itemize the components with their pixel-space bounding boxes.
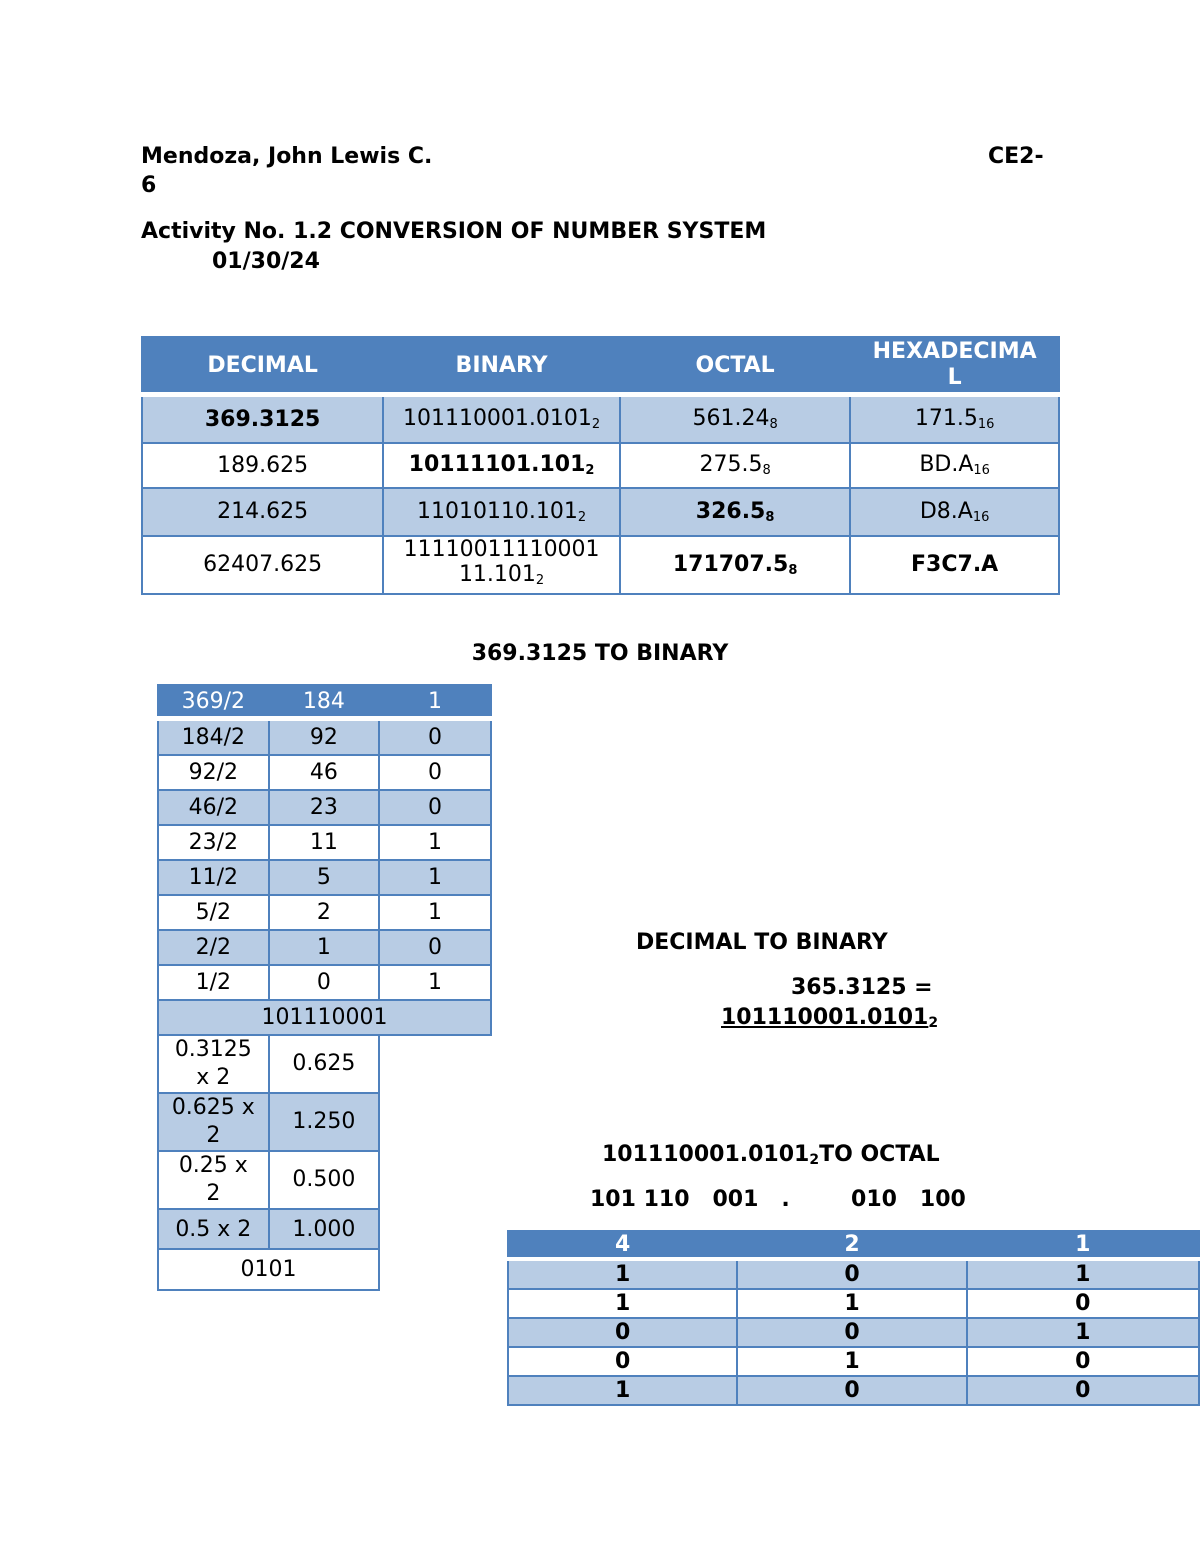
cell-division: 2/2 [158,930,269,965]
cell-remainder: 0 [379,755,491,790]
cell-bit: 0 [508,1347,737,1376]
cell-decimal: 214.625 [142,488,383,536]
fraction-row [158,1093,491,1151]
fraction-row [158,1035,491,1093]
octal-grouping-table [507,1230,1200,1406]
cell-remainder: 1 [379,685,491,719]
empty-cell [379,1209,491,1249]
cell-bit: 1 [737,1347,966,1376]
table-row [158,965,491,1000]
cell-division: 23/2 [158,825,269,860]
fraction-row [158,1151,491,1209]
table-row [158,755,491,790]
cell-bit: 1 [967,1318,1199,1347]
division-table [157,684,492,1291]
cell-binary: $101110001.0101_2$ [383,395,620,443]
table-row [142,395,1059,443]
fraction-result-row [158,1249,491,1290]
table-row [158,930,491,965]
section-code: CE2- [988,144,1044,169]
cell-bit: 0 [967,1347,1199,1376]
cell-division: 1/2 [158,965,269,1000]
empty-cell [379,1035,491,1093]
empty-cell [379,1249,491,1290]
cell-octal: $326.5_8$ [620,488,850,536]
cell-division: 46/2 [158,790,269,825]
cell-binary: $11010110.101_2$ [383,488,620,536]
cell-octal: $561.24_8$ [620,395,850,443]
dec-to-bin-result: $101110001.0101_2$ [721,1005,939,1031]
cell-quotient: 0 [269,965,379,1000]
table-row [142,443,1059,488]
binary-section-title: 369.3125 TO BINARY [471,641,729,666]
division-table-header [158,685,491,719]
table-row [508,1376,1199,1405]
dec-to-bin-title: DECIMAL TO BINARY [636,930,888,955]
cell-quotient: 46 [269,755,379,790]
cell-fraction-multiply [158,1093,269,1151]
cell-fraction-product: 0.625 [269,1035,379,1093]
table-row [158,860,491,895]
cell-bit: 0 [737,1259,966,1289]
cell-quotient: 11 [269,825,379,860]
cell-binary-line1: 11110011110001 [403,536,600,562]
fraction-row [158,1209,491,1249]
header-weight: 2 [737,1231,966,1259]
table-row [158,825,491,860]
cell-binary-line2: $11.101_2$ [458,561,545,588]
table-row [508,1259,1199,1289]
cell-bit: 0 [508,1318,737,1347]
cell-bit: 0 [737,1376,966,1405]
cell-division: 5/2 [158,895,269,930]
cell-bit: 1 [508,1289,737,1318]
conversion-table [141,336,1060,595]
header-binary: BINARY [383,337,620,395]
header-hexadecimal [850,337,1059,395]
octal-groups: 101 110 001 . 010 100 [590,1187,966,1212]
table-row [142,488,1059,536]
cell-bit: 1 [508,1259,737,1289]
header-octal: OCTAL [620,337,850,395]
integer-result-row [158,1000,491,1035]
cell-binary [383,536,620,594]
cell-division: 92/2 [158,755,269,790]
table-row [142,536,1059,594]
empty-cell [379,1151,491,1209]
fraction-multiply-line1: 0.625 x [171,1095,255,1120]
cell-fraction-multiply [158,1151,269,1209]
cell-remainder: 1 [379,860,491,895]
cell-octal: $275.5_8$ [620,443,850,488]
cell-decimal: 369.3125 [142,395,383,443]
cell-bit: 1 [508,1376,737,1405]
table-row [158,895,491,930]
fraction-multiply-line1: 0.5 x 2 [175,1216,252,1242]
header-decimal: DECIMAL [142,337,383,395]
cell-hex: F3C7.A [850,536,1059,594]
to-octal-title: $101110001.0101_2TO$ OCTAL [602,1142,940,1168]
header-weight: 4 [508,1231,737,1259]
header-weight: 1 [967,1231,1199,1259]
fraction-multiply-line2: x 2 [196,1065,231,1090]
cell-bit: 0 [737,1318,966,1347]
cell-remainder: 0 [379,719,491,756]
cell-decimal: 189.625 [142,443,383,488]
student-name: Mendoza, John Lewis C. [141,144,433,169]
cell-remainder: 1 [379,965,491,1000]
cell-fraction-product: 1.250 [269,1093,379,1151]
activity-title: Activity No. 1.2 CONVERSION OF NUMBER SYSTEM [141,219,767,244]
cell-octal: $171707.5_8$ [620,536,850,594]
cell-quotient: 1 [269,930,379,965]
table-row [158,719,491,756]
cell-remainder: 1 [379,895,491,930]
cell-remainder: 0 [379,790,491,825]
cell-remainder: 1 [379,825,491,860]
cell-fraction-multiply [158,1035,269,1093]
cell-quotient: 184 [269,685,379,719]
cell-bit: 0 [967,1289,1199,1318]
cell-remainder: 0 [379,930,491,965]
cell-division: 184/2 [158,719,269,756]
cell-bit: 1 [737,1289,966,1318]
integer-result: 101110001 [158,1000,491,1035]
cell-hex: $BD.A_{16}$ [850,443,1059,488]
cell-fraction-product: 1.000 [269,1209,379,1249]
empty-cell [379,1093,491,1151]
cell-fraction-product: 0.500 [269,1151,379,1209]
table-row [508,1289,1199,1318]
fraction-multiply-line1: 0.3125 [174,1037,252,1062]
fraction-multiply-line1: 0.25 x [178,1153,248,1178]
activity-date: 01/30/24 [212,249,320,274]
cell-binary: $10111101.101_2$ [383,443,620,488]
dec-to-bin-equation: 365.3125 = [791,975,933,1000]
cell-hex: $171.5_{16}$ [850,395,1059,443]
cell-decimal: 62407.625 [142,536,383,594]
cell-hex: $D8.A_{16}$ [850,488,1059,536]
cell-bit: 1 [967,1259,1199,1289]
cell-bit: 0 [967,1376,1199,1405]
cell-division: 11/2 [158,860,269,895]
header-hex-line1: HEXADECIMA [872,339,1037,364]
header-hex-line2: L [947,365,962,390]
fraction-multiply-line2: 2 [206,1123,221,1148]
cell-quotient: 92 [269,719,379,756]
section-code-cont: 6 [141,173,157,198]
fraction-result: 0101 [158,1249,379,1290]
cell-division: 369/2 [158,685,269,719]
conversion-table-header [142,337,1059,395]
table-row [508,1347,1199,1376]
table-row [158,790,491,825]
grouping-table-header [508,1231,1199,1259]
table-row [508,1318,1199,1347]
cell-quotient: 2 [269,895,379,930]
cell-quotient: 23 [269,790,379,825]
fraction-multiply-line2: 2 [206,1181,221,1206]
cell-quotient: 5 [269,860,379,895]
cell-fraction-multiply [158,1209,269,1249]
